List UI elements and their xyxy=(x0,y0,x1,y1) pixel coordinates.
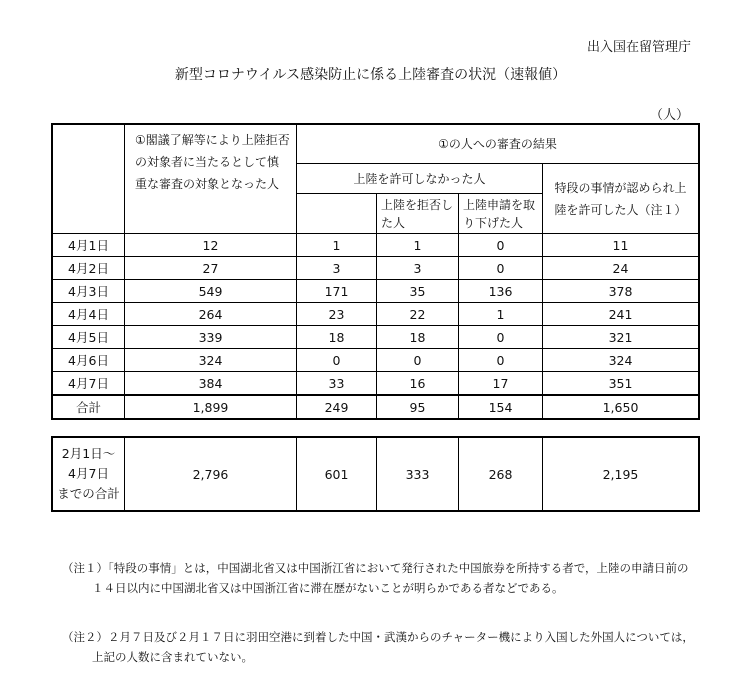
row-refused: 22 xyxy=(377,303,459,326)
row-date: 4月5日 xyxy=(53,326,125,349)
row-not-permitted: 1 xyxy=(297,234,377,257)
cumulative-label xyxy=(53,438,125,511)
total-withdrawn: 154 xyxy=(459,395,543,419)
cumulative-reviewed: 2,796 xyxy=(125,438,297,511)
header-reviewed: ①閣議了解等により上陸拒否の対象者に当たるとして慎重な審査の対象となった人 xyxy=(125,125,297,234)
row-permitted: 241 xyxy=(543,303,699,326)
unit-label: （人） xyxy=(649,108,689,123)
cumulative-row xyxy=(53,438,699,511)
row-reviewed: 549 xyxy=(125,280,297,303)
row-not-permitted: 0 xyxy=(297,349,377,372)
row-date: 4月3日 xyxy=(53,280,125,303)
row-withdrawn: 17 xyxy=(459,372,543,396)
row-date: 4月4日 xyxy=(53,303,125,326)
row-not-permitted: 171 xyxy=(297,280,377,303)
row-date: 4月2日 xyxy=(53,257,125,280)
row-withdrawn: 0 xyxy=(459,257,543,280)
header-refused: 上陸を拒否した人 xyxy=(377,194,459,234)
table-row xyxy=(53,326,699,349)
row-permitted: 321 xyxy=(543,326,699,349)
row-permitted: 378 xyxy=(543,280,699,303)
row-withdrawn: 136 xyxy=(459,280,543,303)
cumulative-label-line1: 2月1日～ xyxy=(61,446,116,461)
total-row xyxy=(53,395,699,419)
row-reviewed: 12 xyxy=(125,234,297,257)
page-title: 新型コロナウイルス感染防止に係る上陸審査の状況（速報値） xyxy=(174,67,567,83)
table-row xyxy=(53,234,699,257)
total-label: 合計 xyxy=(53,395,125,419)
row-refused: 16 xyxy=(377,372,459,396)
table-row xyxy=(53,303,699,326)
agency-name: 出入国在留管理庁 xyxy=(586,40,691,55)
header-withdrawn: 上陸申請を取り下げた人 xyxy=(459,194,543,234)
note-2 xyxy=(62,627,694,667)
total-refused: 95 xyxy=(377,395,459,419)
row-permitted: 324 xyxy=(543,349,699,372)
header-result: ①の人への審査の結果 xyxy=(297,125,699,164)
total-permitted: 1,650 xyxy=(543,395,699,419)
row-refused: 1 xyxy=(377,234,459,257)
note-1-line2: １４日以内に中国湖北省又は中国浙江省に滞在歴がないことが明らかである者などである。 xyxy=(92,581,564,595)
row-not-permitted: 18 xyxy=(297,326,377,349)
note-2-line2: 上記の人数に含まれていない。 xyxy=(92,650,253,664)
row-withdrawn: 0 xyxy=(459,234,543,257)
cumulative-not-permitted: 601 xyxy=(297,438,377,511)
row-not-permitted: 3 xyxy=(297,257,377,280)
cumulative-withdrawn: 268 xyxy=(459,438,543,511)
row-withdrawn: 0 xyxy=(459,326,543,349)
table-row xyxy=(53,372,699,396)
row-refused: 3 xyxy=(377,257,459,280)
cumulative-label-line2: 4月7日 xyxy=(68,466,109,481)
header-date-blank xyxy=(53,125,125,234)
row-refused: 35 xyxy=(377,280,459,303)
inspection-table xyxy=(52,124,699,419)
row-reviewed: 384 xyxy=(125,372,297,396)
cumulative-permitted: 2,195 xyxy=(543,438,699,511)
row-refused: 18 xyxy=(377,326,459,349)
note-2-line1: （注２）２月７日及び２月１７日に羽田空港に到着した中国・武漢からのチャーター機により入国した外国人については， xyxy=(62,630,694,644)
row-refused: 0 xyxy=(377,349,459,372)
header-blank xyxy=(297,194,377,234)
row-withdrawn: 0 xyxy=(459,349,543,372)
row-not-permitted: 33 xyxy=(297,372,377,396)
note-1-line1: （注１）「特段の事情」とは，中国湖北省又は中国浙江省において発行された中国旅券を所持する者で，上陸の申請日前の xyxy=(62,561,689,575)
table-row xyxy=(53,349,699,372)
cumulative-label-line3: までの合計 xyxy=(57,486,120,501)
header-special-permitted: 特段の事情が認められ上陸を許可した人（注１） xyxy=(543,164,699,234)
row-reviewed: 324 xyxy=(125,349,297,372)
note-1 xyxy=(62,558,689,598)
header-not-permitted: 上陸を許可しなかった人 xyxy=(297,164,543,194)
row-reviewed: 264 xyxy=(125,303,297,326)
total-reviewed: 1,899 xyxy=(125,395,297,419)
row-withdrawn: 1 xyxy=(459,303,543,326)
total-not-permitted: 249 xyxy=(297,395,377,419)
cumulative-refused: 333 xyxy=(377,438,459,511)
row-permitted: 11 xyxy=(543,234,699,257)
row-reviewed: 339 xyxy=(125,326,297,349)
row-date: 4月1日 xyxy=(53,234,125,257)
row-permitted: 24 xyxy=(543,257,699,280)
row-date: 4月7日 xyxy=(53,372,125,396)
table-row xyxy=(53,280,699,303)
row-not-permitted: 23 xyxy=(297,303,377,326)
table-row xyxy=(53,257,699,280)
row-date: 4月6日 xyxy=(53,349,125,372)
row-reviewed: 27 xyxy=(125,257,297,280)
cumulative-table xyxy=(52,437,699,511)
row-permitted: 351 xyxy=(543,372,699,396)
